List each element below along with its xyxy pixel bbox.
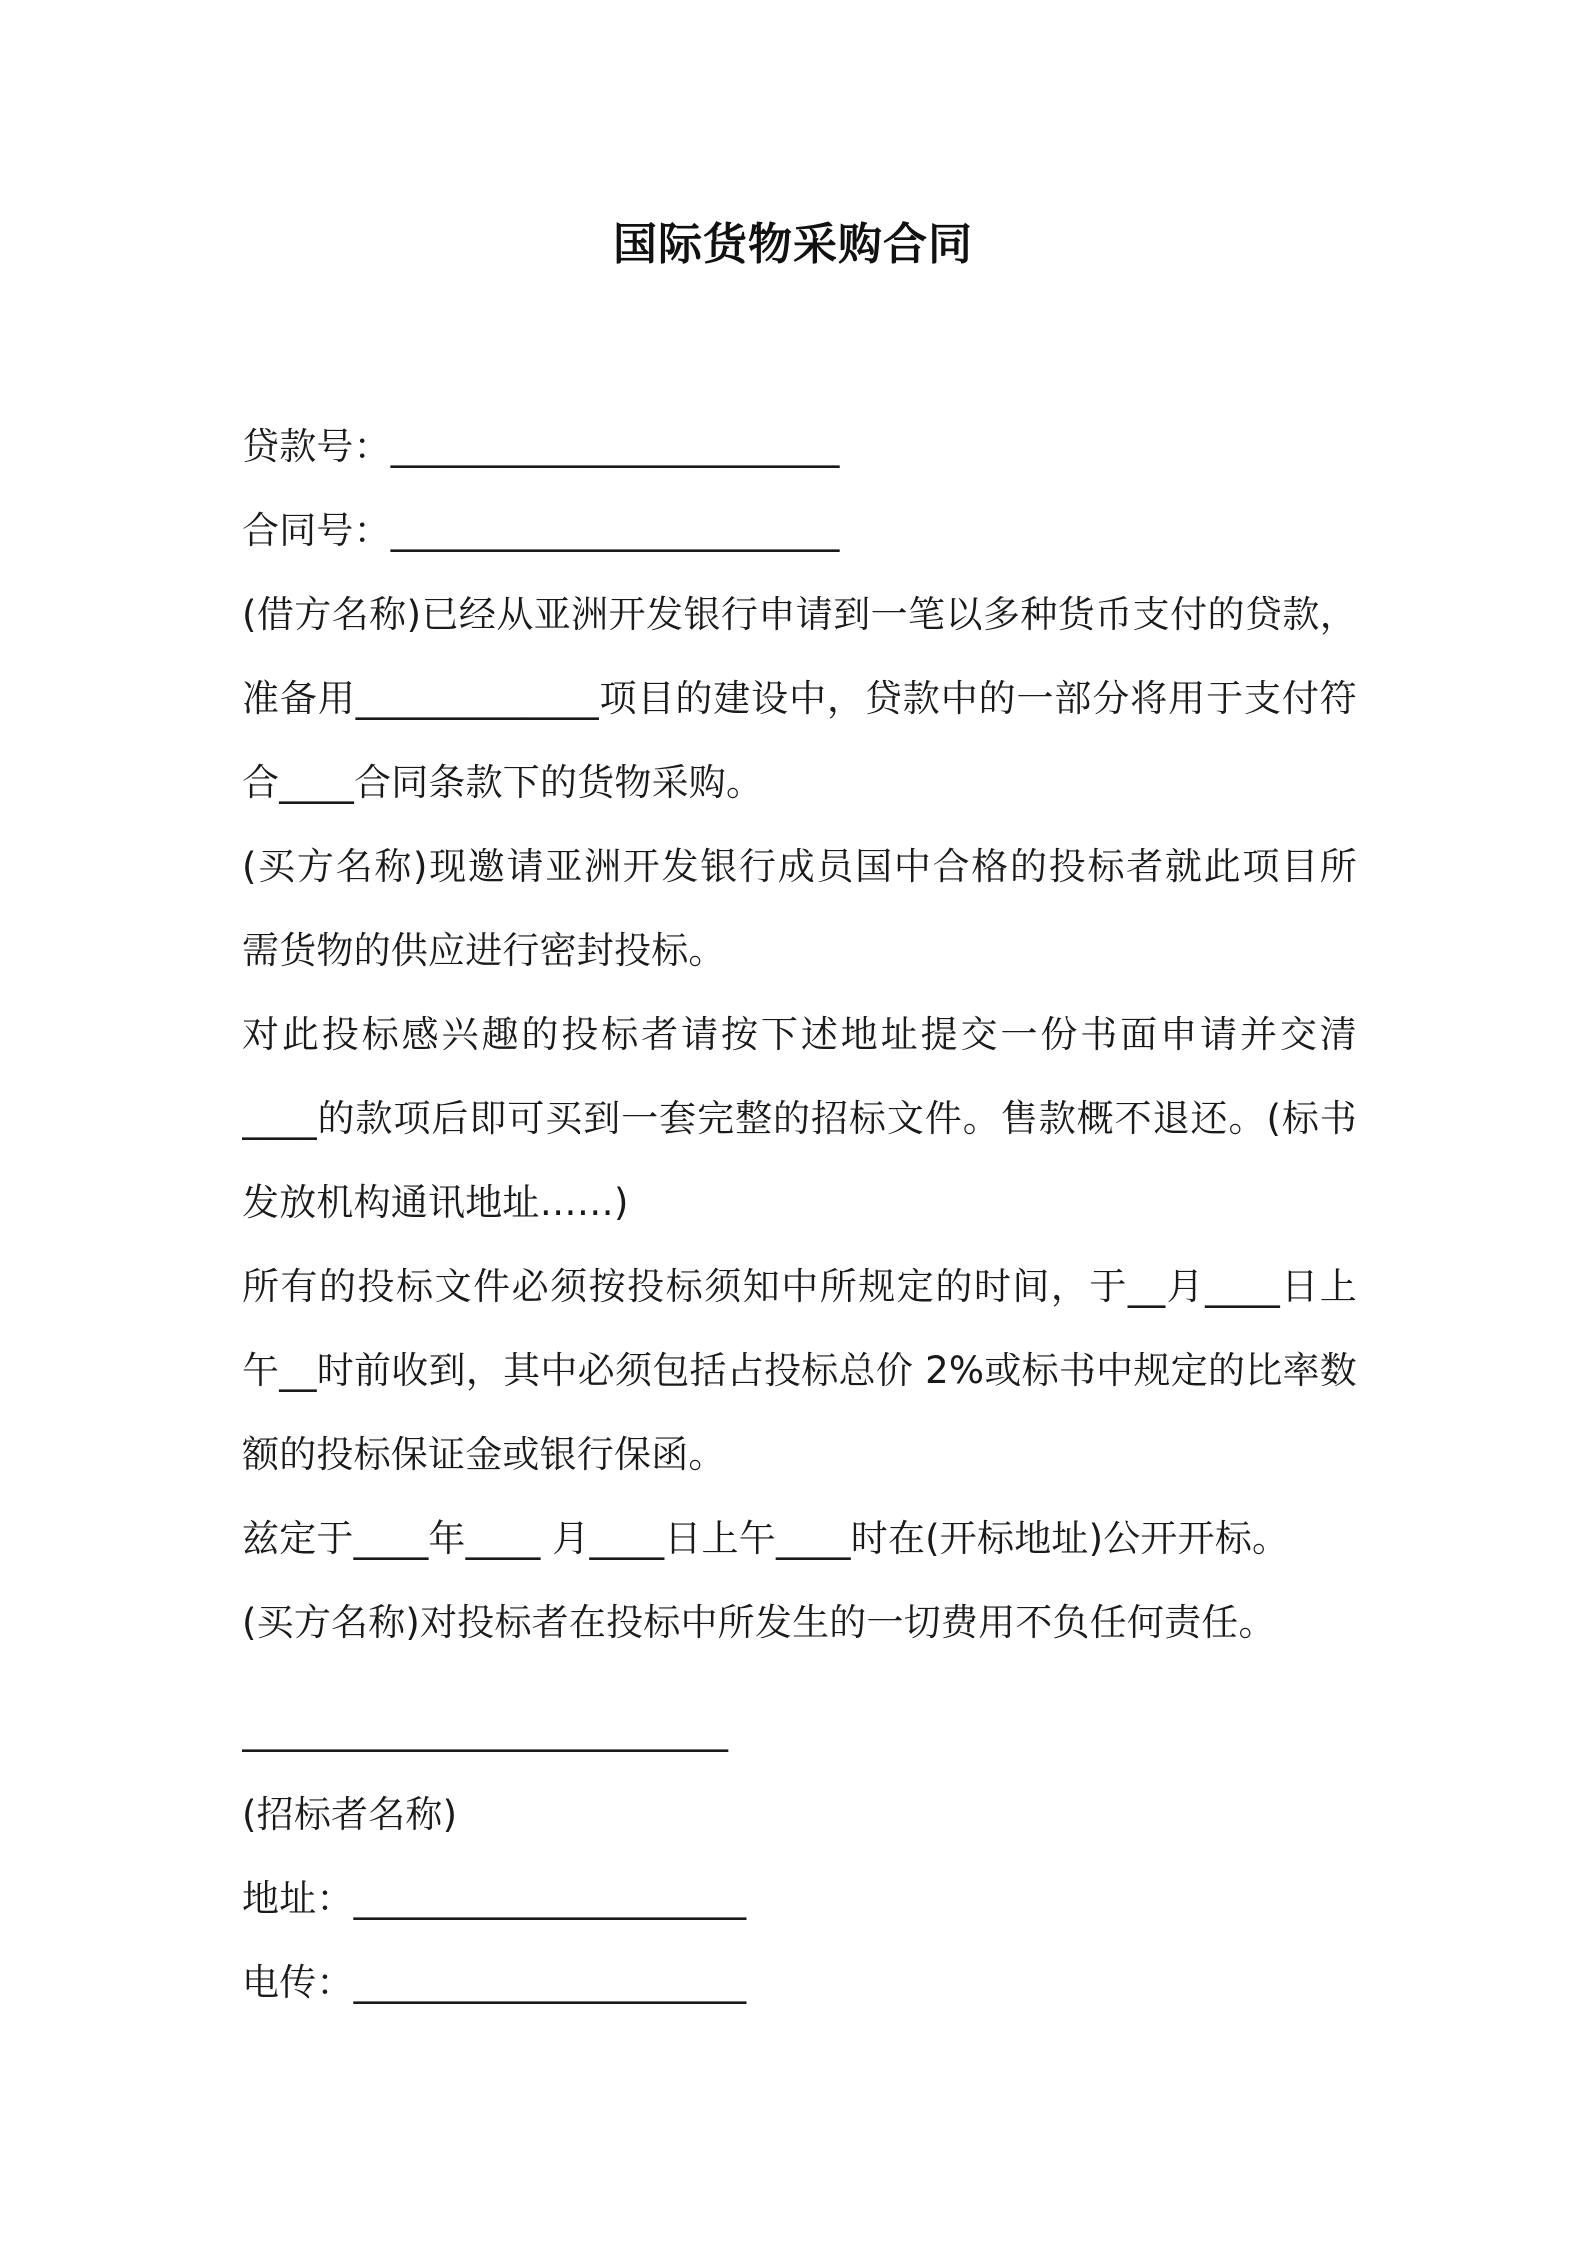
document-title: 国际货物采购合同 [613,219,973,270]
paragraph-line: 对此投标感兴趣的投标者请按下述地址提交一份书面申请并交清 [242,1013,1357,1056]
loan-number-line: 贷款号：________________________ [242,425,840,468]
contract-number-line: 合同号：________________________ [242,509,840,552]
paragraph-line: 发放机构通讯地址……) [242,1181,629,1224]
paragraph-line: 准备用_____________项目的建设中，贷款中的一部分将用于支付符 [242,677,1357,720]
document-body [242,405,1357,2025]
telex-line: 电传：_____________________ [242,1961,747,2004]
paragraph-line: 合____合同条款下的货物采购。 [242,761,764,804]
paragraph-line: (借方名称)已经从亚洲开发银行申请到一笔以多种货币支付的贷款， [242,593,1357,636]
paragraph-line: 额的投标保证金或银行保函。 [242,1433,726,1476]
tenderer-name-line: (招标者名称) [242,1793,458,1836]
paragraph-line: 午__时前收到，其中必须包括占投标总价 2%或标书中规定的比率数 [242,1349,1357,1392]
paragraph-line: 需货物的供应进行密封投标。 [242,929,726,972]
paragraph-line: 所有的投标文件必须按投标须知中所规定的时间，于__月____日上 [242,1265,1357,1308]
paragraph-line: 兹定于____年____ 月____日上午____时在(开标地址)公开开标。 [242,1517,1290,1560]
signature-line: __________________________ [242,1709,729,1752]
paragraph-line: (买方名称)现邀请亚洲开发银行成员国中合格的投标者就此项目所 [242,845,1357,888]
address-line: 地址：_____________________ [242,1877,747,1920]
paragraph-line: (买方名称)对投标者在投标中所发生的一切费用不负任何责任。 [242,1601,1276,1644]
spacer [242,1665,1357,1689]
paragraph-line: ____的款项后即可买到一套完整的招标文件。售款概不退还。(标书 [242,1097,1357,1140]
